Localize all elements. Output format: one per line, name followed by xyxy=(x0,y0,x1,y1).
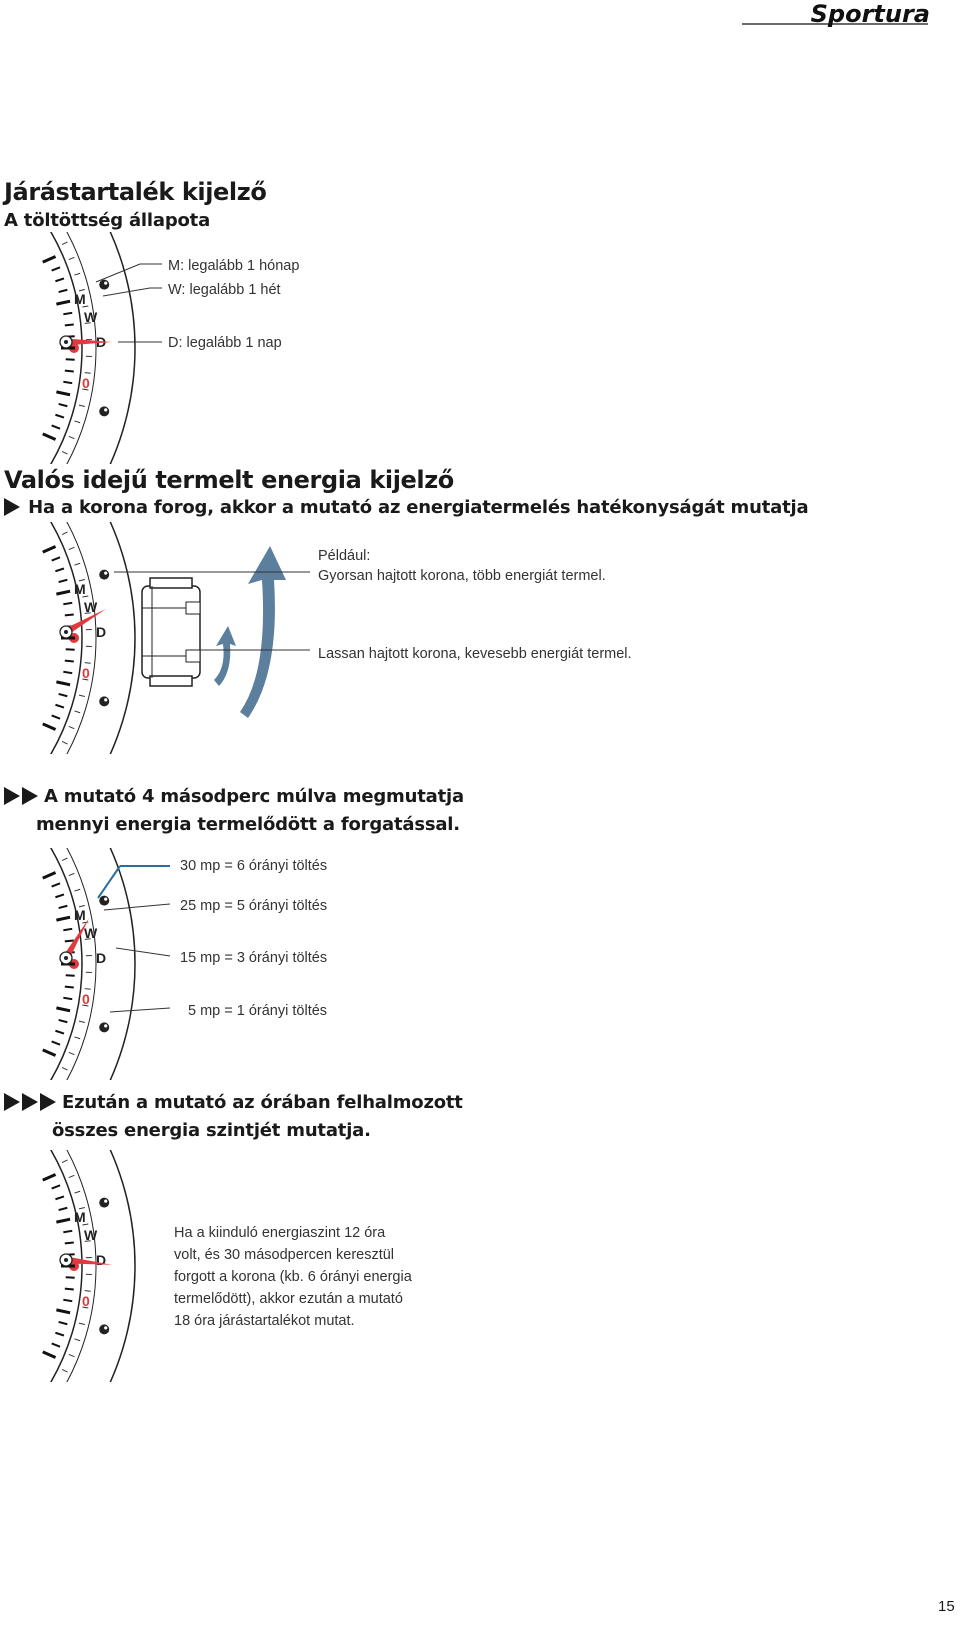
section1-title: Járástartalék kijelző xyxy=(4,178,267,206)
bezel-marker-icon xyxy=(99,280,109,290)
charge-15s: 15 mp = 3 órányi töltés xyxy=(180,950,328,966)
dial-label-w: W xyxy=(84,309,98,325)
dial-label-w: W xyxy=(84,925,98,941)
legend-day: D: legalább 1 nap xyxy=(168,335,282,351)
charge-25s: 25 mp = 5 órányi töltés xyxy=(180,898,328,914)
bezel-marker-icon xyxy=(99,406,109,416)
dial-label-d: D xyxy=(96,624,107,640)
dial-label-zero: 0 xyxy=(82,1293,90,1309)
bezel-marker-icon xyxy=(99,1324,109,1334)
triangle-icon xyxy=(40,1093,56,1111)
dial-label-m: M xyxy=(74,907,86,923)
legend-week: W: legalább 1 hét xyxy=(168,282,281,298)
dial-charge-measure xyxy=(0,848,180,1080)
dial-label-zero: 0 xyxy=(82,375,90,391)
section2-title: Valós idejű termelt energia kijelző xyxy=(4,466,454,494)
section1-subtitle: A töltöttség állapota xyxy=(4,210,211,231)
triangle-icon xyxy=(22,787,38,805)
dial-label-m: M xyxy=(74,1209,86,1225)
fast-crown-text: Gyorsan hajtott korona, több energiát termel. xyxy=(318,568,606,584)
bezel-marker-icon xyxy=(99,696,109,706)
section3-heading-line2: mennyi energia termelődött a forgatással. xyxy=(36,814,460,835)
section2-subtitle: Ha a korona forog, akkor a mutató az energiatermelés hatékonyságát mutatja xyxy=(4,497,808,518)
legend-month: M: legalább 1 hónap xyxy=(168,258,300,274)
dial-total-energy xyxy=(0,1150,150,1382)
dial-label-m: M xyxy=(74,581,86,597)
dial-label-zero: 0 xyxy=(82,665,90,681)
dial-realtime xyxy=(0,522,310,754)
slow-rotation-arrow-icon xyxy=(214,626,236,686)
dial-bezel xyxy=(45,848,135,1080)
legend-lines-ext xyxy=(150,262,162,346)
dial-bezel xyxy=(45,232,135,464)
bezel-marker-icon xyxy=(99,1198,109,1208)
crown-icon xyxy=(142,578,200,686)
sportura-logo xyxy=(736,0,932,28)
dial-label-d: D xyxy=(96,1252,107,1268)
section4-heading-line2: összes energia szintjét mutatja. xyxy=(52,1120,371,1141)
triangle-icon xyxy=(22,1093,38,1111)
triangle-icon xyxy=(4,1093,20,1111)
logo-text: Sportura xyxy=(810,0,930,28)
dial-label-w: W xyxy=(84,1227,98,1243)
section3-heading-line1: A mutató 4 másodperc múlva megmutatja xyxy=(4,786,464,807)
page-number: 15 xyxy=(938,1598,955,1615)
slow-crown-text: Lassan hajtott korona, kevesebb energiát termel. xyxy=(318,646,632,662)
charge-30s: 30 mp = 6 órányi töltés xyxy=(180,858,328,874)
dial-bezel xyxy=(45,1150,135,1382)
example-paragraph: Ha a kiinduló energiaszint 12 óra volt, és 30 másodpercen keresztül forgott a korona (kb. 6 órányi energia termelődött), akkor ezután a mutató 18 óra járástartalékot mutat. xyxy=(174,1225,412,1329)
triangle-icon xyxy=(4,498,20,516)
dial-label-d: D xyxy=(96,950,107,966)
dial-bezel xyxy=(45,522,135,754)
bezel-marker-icon xyxy=(99,570,109,580)
bezel-marker-icon xyxy=(99,896,109,906)
triangle-icon xyxy=(4,787,20,805)
section4-heading-line1: Ezután a mutató az órában felhalmozott xyxy=(4,1092,463,1113)
example-label: Például: xyxy=(318,548,371,564)
dial-charge-state xyxy=(0,232,150,464)
dial-label-zero: 0 xyxy=(82,991,90,1007)
charge-5s: 5 mp = 1 órányi töltés xyxy=(188,1003,328,1019)
dial-label-w: W xyxy=(84,599,98,615)
dial-label-m: M xyxy=(74,291,86,307)
bezel-marker-icon xyxy=(99,1022,109,1032)
